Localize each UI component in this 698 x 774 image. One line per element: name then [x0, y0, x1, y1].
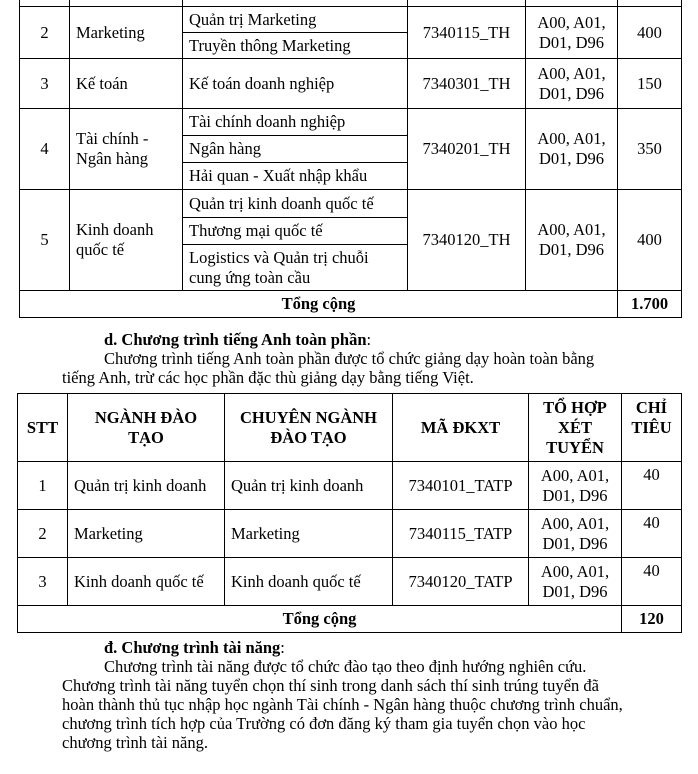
specialization-cell: Logistics và Quản trị chuỗi cung ứng toàn cầu	[183, 245, 408, 291]
stt-cell: 1	[18, 462, 68, 510]
table-header-row	[18, 394, 682, 462]
specialization-cell: Kế toán doanh nghiệp	[183, 59, 408, 109]
combo-cell: A00, A01, D01, D96	[526, 190, 618, 291]
code-cell: 7340101_TATP	[393, 462, 529, 510]
specialization-cell: Truyền thông Marketing	[183, 33, 408, 59]
code-cell: 7340201_TH	[408, 109, 526, 190]
total-label: Tổng cộng	[18, 606, 622, 633]
table-row	[18, 558, 682, 606]
specialization-cell: Hải quan - Xuất nhập khẩu	[183, 163, 408, 190]
table-total-row	[18, 606, 682, 633]
stt-cell: 5	[20, 190, 70, 291]
table-row	[20, 109, 682, 136]
quota-cell: 400	[618, 190, 682, 291]
quota-cell: 40	[622, 510, 682, 558]
combo-cell: A00, A01, D01, D96	[526, 7, 618, 59]
stt-cell: 2	[18, 510, 68, 558]
stt-cell: 4	[20, 109, 70, 190]
section-d-line-2: tiếng Anh, trừ các học phần đặc thù giảng dạy bằng tiếng Việt.	[62, 368, 474, 387]
section-d-line-1: Chương trình tiếng Anh toàn phần được tổ chức giảng dạy hoàn toàn bằng	[104, 349, 595, 368]
major-cell: Marketing	[68, 510, 225, 558]
combo-cell: A00, A01, D01, D96	[526, 59, 618, 109]
header-specialization: CHUYÊN NGÀNH ĐÀO TẠO	[225, 394, 393, 462]
quota-cell: 40	[622, 462, 682, 510]
admission-table-english	[17, 393, 682, 633]
specialization-cell: Quản trị kinh doanh quốc tế	[183, 190, 408, 218]
header-code: MÃ ĐKXT	[393, 394, 529, 462]
admission-table-standard	[19, 0, 682, 318]
code-cell: 7340120_TATP	[393, 558, 529, 606]
major-cell: Quản trị kinh doanh	[68, 462, 225, 510]
specialization-cell: Marketing	[225, 510, 393, 558]
section-dd-line-4: chương trình tích hợp của Trường có đơn đăng ký tham gia tuyển chọn vào học	[62, 714, 586, 733]
stt-cell: 3	[20, 59, 70, 109]
specialization-cell: Ngân hàng	[183, 136, 408, 163]
table-row	[20, 190, 682, 218]
combo-cell: A00, A01, D01, D96	[526, 109, 618, 190]
section-dd-line-5: chương trình tài năng.	[62, 733, 208, 752]
specialization-cell: Kinh doanh quốc tế	[225, 558, 393, 606]
combo-cell: A00, A01, D01, D96	[529, 558, 622, 606]
quota-cell: 150	[618, 59, 682, 109]
major-cell: Marketing	[70, 7, 183, 59]
section-d	[0, 330, 698, 387]
section-d-heading: d. Chương trình tiếng Anh toàn phần:	[104, 330, 372, 349]
combo-cell: A00, A01, D01, D96	[529, 462, 622, 510]
total-value: 120	[622, 606, 682, 633]
table-row	[18, 510, 682, 558]
specialization-cell: Quản trị Marketing	[183, 7, 408, 33]
code-cell: 7340115_TH	[408, 7, 526, 59]
header-quota: CHỈ TIÊU	[622, 394, 682, 462]
section-dd-line-2: Chương trình tài năng tuyển chọn thí sinh trong danh sách thí sinh trúng tuyển đã	[62, 676, 599, 695]
table-row	[20, 7, 682, 33]
total-value: 1.700	[618, 291, 682, 318]
section-dd-heading: đ. Chương trình tài năng:	[104, 638, 285, 657]
stt-cell: 2	[20, 7, 70, 59]
header-combo: TỔ HỢP XÉT TUYỂN	[529, 394, 622, 462]
code-cell: 7340115_TATP	[393, 510, 529, 558]
section-dd-line-1: Chương trình tài năng được tổ chức đào tạo theo định hướng nghiên cứu.	[104, 657, 587, 676]
code-cell: 7340120_TH	[408, 190, 526, 291]
major-cell: Kinh doanh quốc tế	[68, 558, 225, 606]
section-dd-line-3: hoàn thành thủ tục nhập học ngành Tài chính - Ngân hàng thuộc chương trình chuẩn,	[62, 695, 623, 714]
section-dd	[0, 638, 698, 752]
code-cell: 7340301_TH	[408, 59, 526, 109]
major-cell: Tài chính - Ngân hàng	[70, 109, 183, 190]
table-total-row	[20, 291, 682, 318]
quota-cell: 350	[618, 109, 682, 190]
table-row	[20, 59, 682, 109]
major-cell: Kinh doanh quốc tế	[70, 190, 183, 291]
major-cell: Kế toán	[70, 59, 183, 109]
quota-cell: 40	[622, 558, 682, 606]
header-major: NGÀNH ĐÀO TẠO	[68, 394, 225, 462]
stt-cell: 3	[18, 558, 68, 606]
total-label: Tổng cộng	[20, 291, 618, 318]
specialization-cell: Thương mại quốc tế	[183, 218, 408, 245]
quota-cell: 400	[618, 7, 682, 59]
header-stt: STT	[18, 394, 68, 462]
specialization-cell: Quản trị kinh doanh	[225, 462, 393, 510]
combo-cell: A00, A01, D01, D96	[529, 510, 622, 558]
specialization-cell: Tài chính doanh nghiệp	[183, 109, 408, 136]
table-row	[18, 462, 682, 510]
